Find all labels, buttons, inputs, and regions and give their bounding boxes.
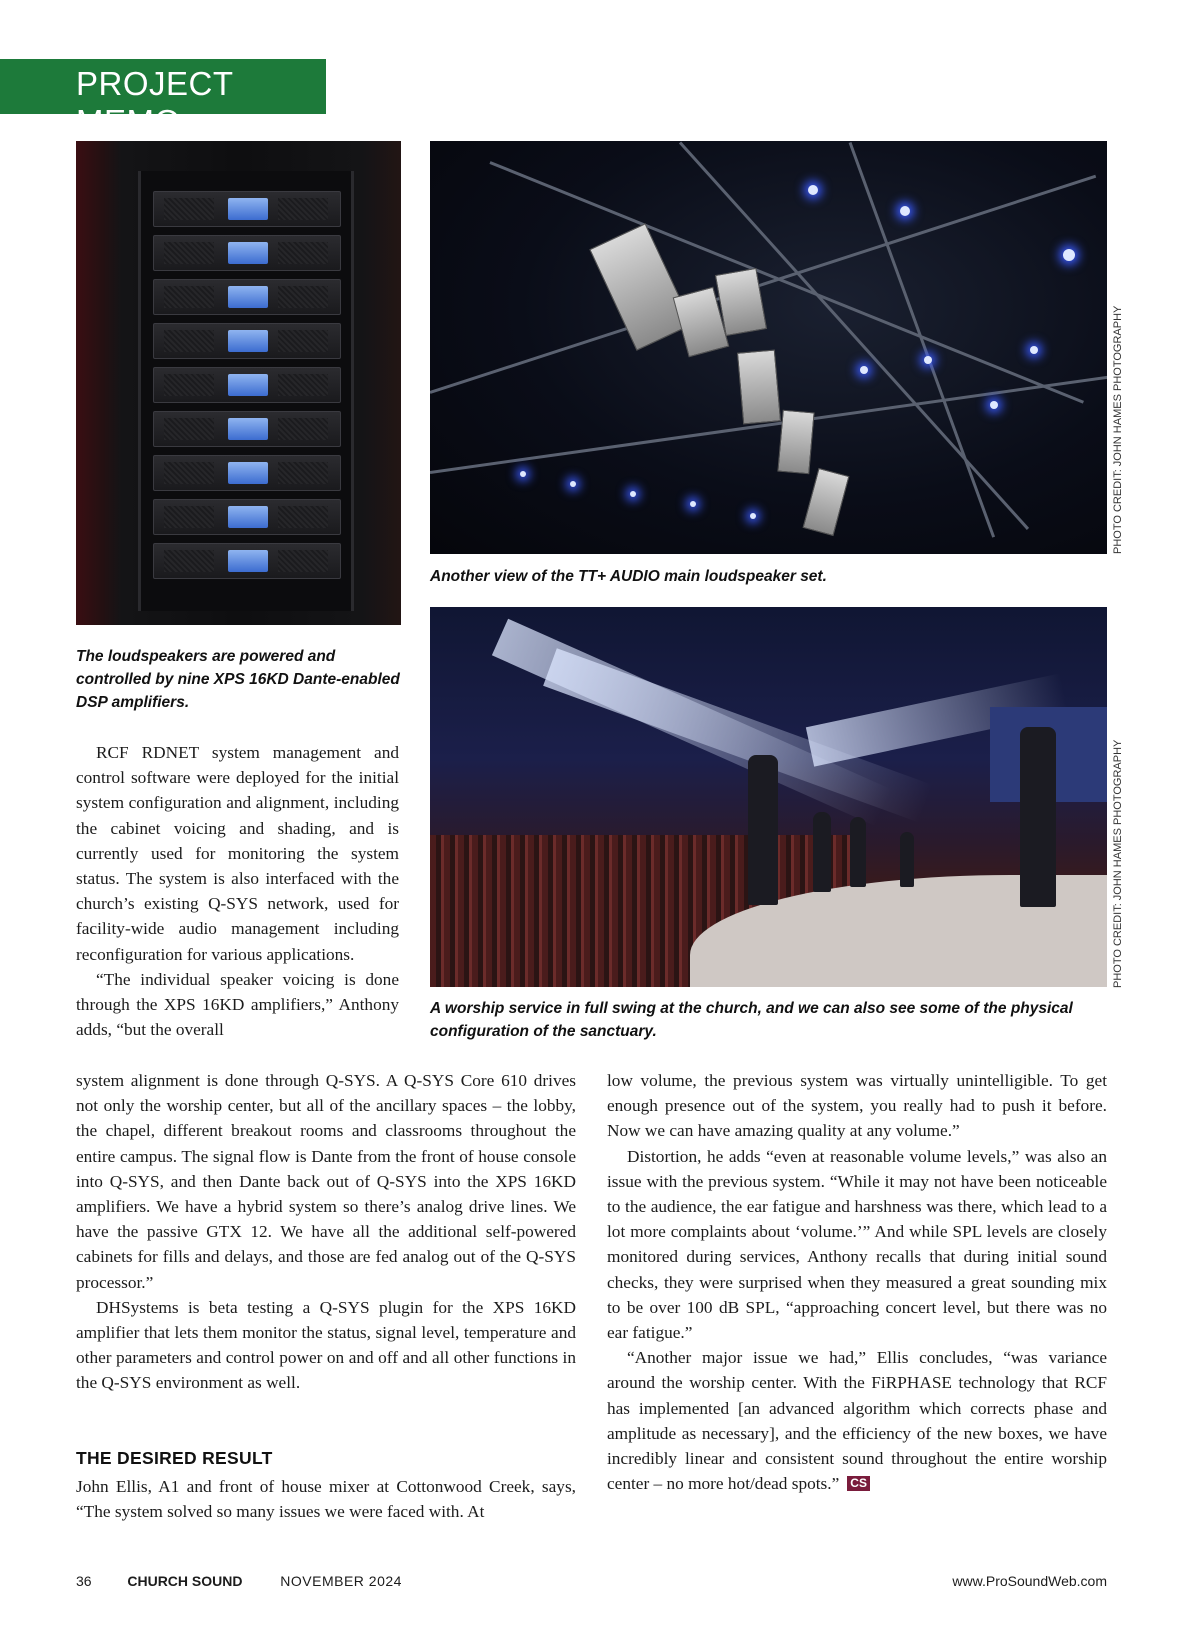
article-left-bottom <box>76 1474 576 1524</box>
amplifier-rack-photo <box>76 141 401 625</box>
amplifier-unit <box>153 455 341 491</box>
article-left-narrow <box>76 740 399 1042</box>
article-left-wide <box>76 1068 576 1396</box>
paragraph: system alignment is done through Q-SYS. A Q-SYS Core 610 drives not only the worship center, but all of the ancillary spaces – the lobby, the chapel, different breakout rooms and classrooms throughout the entire campus. The signal flow is Dante from the front of house console into Q-SYS, and then Dante back out of Q-SYS into the XPS 16KD amplifiers. We have a hybrid system so there’s analog drive lines. We have the passive GTX 12. We have all the additional self-powered cabinets for fills and delays, and those are fed analog out of the Q-SYS processor.” <box>76 1071 576 1292</box>
rack-photo-caption: The loudspeakers are powered and controlled by nine XPS 16KD Dante-enabled DSP amplifiers. <box>76 648 400 711</box>
paragraph-text: “Another major issue we had,” Ellis concludes, “was variance around the worship center. With the FiRPHASE technology that RCF has implemented [an advanced algorithm which corrects phase and amplitude as necessary], and the efficiency of the new boxes, we have incredibly linear and consistent sound throughout the entire worship center – no more hot/dead spots.” <box>607 1348 1107 1494</box>
section-banner <box>0 59 326 140</box>
magazine-name: CHURCH SOUND <box>127 1573 243 1589</box>
end-mark-badge: CS <box>847 1476 870 1491</box>
website-link[interactable]: www.ProSoundWeb.com <box>952 1573 1107 1589</box>
paragraph: “The individual speaker voicing is done through the XPS 16KD amplifiers,” Anthony adds, “but the overall <box>76 969 399 1040</box>
stage1-photo-caption: Another view of the TT+ AUDIO main loudspeaker set. <box>430 568 827 585</box>
amplifier-unit <box>153 279 341 315</box>
section-heading: THE DESIRED RESULT <box>76 1448 273 1468</box>
worship-service-photo <box>430 607 1107 987</box>
issue-date: NOVEMBER 2024 <box>280 1573 402 1589</box>
paragraph: DHSystems is beta testing a Q-SYS plugin for the XPS 16KD amplifier that lets them monitor the status, signal level, temperature and other parameters and control power on and off and all other functions in the Q-SYS environment as well. <box>76 1297 576 1393</box>
paragraph: Distortion, he adds “even at reasonable volume levels,” was also an issue with the previous system. “While it may not have been noticeable to the audience, the ear fatigue and harshness was there, which lead to a lot more complaints about ‘volume.’” And while SPL levels are closely monitored during services, Anthony recalls that during initial sound checks, they were surprised when they measured a great sounding mix to be over 100 dB SPL, “approaching concert level, but there was no ear fatigue.” <box>607 1146 1107 1343</box>
page-number: 36 <box>76 1573 92 1589</box>
article-right-column <box>607 1068 1107 1496</box>
section-label: PROJECT MEMO <box>76 65 233 140</box>
loudspeaker-array-photo <box>430 141 1107 554</box>
amplifier-unit <box>153 323 341 359</box>
amplifier-unit <box>153 543 341 579</box>
amplifier-unit <box>153 411 341 447</box>
rack-frame <box>138 171 354 611</box>
paragraph: RCF RDNET system management and control software were deployed for the initial system configuration and alignment, including the cabinet voicing and shading, and is currently used for monitoring the system status. The system is also interfaced with the church’s existing Q-SYS network, used for facility-wide audio management including reconfiguration for various applications. <box>76 743 399 964</box>
paragraph: John Ellis, A1 and front of house mixer at Cottonwood Creek, says, “The system solved so many issues we were faced with. At <box>76 1477 576 1522</box>
amplifier-unit <box>153 191 341 227</box>
stage2-photo-credit: PHOTO CREDIT: JOHN HAMES PHOTOGRAPHY <box>1112 739 1124 988</box>
stage1-photo-credit: PHOTO CREDIT: JOHN HAMES PHOTOGRAPHY <box>1112 305 1124 554</box>
page-footer <box>76 1573 402 1589</box>
amplifier-unit <box>153 367 341 403</box>
stage2-photo-caption: A worship service in full swing at the church, and we can also see some of the physical configuration of the sanctuary. <box>430 1000 1073 1040</box>
amplifier-unit <box>153 499 341 535</box>
amplifier-unit <box>153 235 341 271</box>
paragraph <box>607 1345 1107 1496</box>
paragraph: low volume, the previous system was virtually unintelligible. To get enough presence out of the system, you really had to push it before. Now we can have amazing quality at any volume.” <box>607 1071 1107 1141</box>
